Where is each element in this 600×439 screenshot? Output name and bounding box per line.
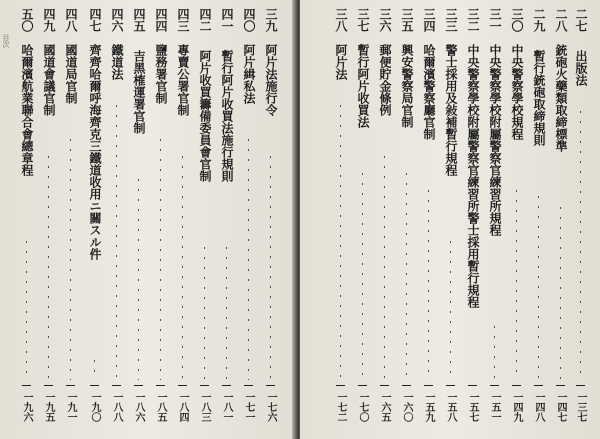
toc-entry — [332, 0, 349, 439]
toc-entry — [442, 0, 459, 439]
dot-leader — [538, 190, 539, 380]
toc-entry — [376, 0, 393, 439]
dot-leader — [26, 235, 27, 380]
entry-title: 暫行阿片收買法施行規則 — [220, 50, 234, 182]
entry-number: 三二 — [466, 8, 480, 32]
page-dash — [66, 385, 75, 386]
entry-number: 五〇 — [20, 8, 34, 32]
entry-number: 三四 — [422, 8, 436, 32]
entry-title: 吉黑榷運署官制 — [132, 50, 146, 134]
page-dash — [446, 385, 455, 386]
page-dash — [576, 385, 585, 386]
entry-title: 鹽務署官制 — [154, 44, 168, 104]
page-dash — [424, 385, 433, 386]
entry-number: 四九 — [42, 8, 56, 32]
entry-number: 三九 — [264, 8, 278, 32]
page-dash — [512, 385, 521, 386]
entry-number: 四八 — [64, 8, 78, 32]
entry-title: 銃砲火藥類取締標準 — [554, 44, 568, 152]
entry-title: 中央警察學校規程 — [510, 44, 524, 140]
dot-leader — [362, 167, 363, 380]
dot-leader — [384, 150, 385, 380]
dot-leader — [270, 150, 271, 380]
entry-title: 警士採用及敍補暫行規程 — [444, 44, 458, 176]
entry-page-number: 一七六 — [265, 392, 276, 422]
dot-leader — [494, 320, 495, 380]
toc-entry — [40, 0, 57, 439]
page-dash — [266, 385, 275, 386]
entry-page-number: 一七二 — [335, 392, 346, 422]
page-dash — [336, 385, 345, 386]
entry-page-number: 一五七 — [467, 392, 478, 422]
entry-page-number: 一九六 — [21, 392, 32, 422]
entry-page-number: 一三七 — [575, 392, 586, 422]
entry-number: 四六 — [110, 8, 124, 32]
dot-leader — [204, 241, 205, 380]
entry-title: 中央警察學校附屬警察官練習所規程 — [488, 44, 502, 236]
page-dash — [468, 385, 477, 386]
entry-number: 四七 — [88, 8, 102, 32]
dot-leader — [70, 133, 71, 380]
page-dash — [22, 385, 31, 386]
dot-leader — [428, 184, 429, 380]
entry-number: 三〇 — [510, 8, 524, 32]
page-dash — [134, 385, 143, 386]
entry-number: 四一 — [220, 8, 234, 32]
entry-number: 三五 — [400, 8, 414, 32]
dot-leader — [116, 99, 117, 380]
entry-title: 哈爾濱警察廳官制 — [422, 44, 436, 140]
page-dash — [402, 385, 411, 386]
entry-number: 三六 — [378, 8, 392, 32]
dot-leader — [450, 235, 451, 380]
entry-page-number: 一七〇 — [357, 392, 368, 422]
entry-page-number: 一八八 — [111, 392, 122, 422]
entry-page-number: 一四八 — [533, 392, 544, 422]
page-dash — [112, 385, 121, 386]
page-dash — [490, 385, 499, 386]
entry-page-number: 一四九 — [511, 392, 522, 422]
dot-leader — [406, 167, 407, 380]
right-page — [300, 0, 600, 439]
entry-title: 暫行銃砲取締規則 — [532, 50, 546, 146]
entry-page-number: 一九〇 — [89, 392, 100, 422]
dot-leader — [94, 354, 95, 380]
entry-title: 興安警察局官制 — [400, 44, 414, 128]
toc-entry — [218, 0, 235, 439]
toc-entry — [572, 0, 589, 439]
entry-title: 國道會議官制 — [42, 44, 56, 116]
entry-title: 阿片緝私法 — [242, 44, 256, 104]
page-dash — [178, 385, 187, 386]
toc-entry — [18, 0, 35, 439]
entry-title: 阿片收買籌備委員會官制 — [198, 50, 212, 182]
entry-title: 阿片法施行令 — [264, 44, 278, 116]
entry-number: 二八 — [554, 8, 568, 32]
toc-entry — [174, 0, 191, 439]
entry-page-number: 一四七 — [555, 392, 566, 422]
toc-entry — [486, 0, 503, 439]
entry-number: 三七 — [356, 8, 370, 32]
entry-number: 三八 — [334, 8, 348, 32]
entry-page-number: 一八五 — [155, 392, 166, 422]
toc-entry — [262, 0, 279, 439]
entry-page-number: 一六五 — [379, 392, 390, 422]
corner-mark: 目次 — [2, 34, 10, 48]
entry-number: 四三 — [176, 8, 190, 32]
entry-page-number: 一七一 — [243, 392, 254, 422]
toc-entry — [240, 0, 257, 439]
page-dash — [90, 385, 99, 386]
entry-title: 阿片法 — [334, 44, 348, 80]
entry-page-number: 一五八 — [445, 392, 456, 422]
dot-leader — [226, 241, 227, 380]
dot-leader — [560, 201, 561, 380]
page-dash — [380, 385, 389, 386]
toc-entry — [354, 0, 371, 439]
page-dash — [222, 385, 231, 386]
page-dash — [534, 385, 543, 386]
page-dash — [44, 385, 53, 386]
toc-entry — [108, 0, 125, 439]
entry-title: 出版法 — [574, 50, 588, 86]
entry-number: 二七 — [574, 8, 588, 32]
dot-leader — [138, 173, 139, 380]
dot-leader — [182, 150, 183, 380]
toc-entry — [398, 0, 415, 439]
entry-page-number: 一六〇 — [401, 392, 412, 422]
toc-entry — [552, 0, 569, 439]
entry-page-number: 一五九 — [423, 392, 434, 422]
toc-entry — [130, 0, 147, 439]
entry-number: 四二 — [198, 8, 212, 32]
dot-leader — [516, 184, 517, 380]
toc-entry — [420, 0, 437, 439]
entry-number: 四四 — [154, 8, 168, 32]
entry-title: 哈爾濱航業聯合會總章程 — [20, 44, 34, 176]
entry-number: 二九 — [532, 8, 546, 32]
entry-title: 郵便貯金條例 — [378, 44, 392, 116]
toc-entry — [152, 0, 169, 439]
page-dash — [244, 385, 253, 386]
entry-page-number: 一八六 — [133, 392, 144, 422]
toc-entry — [196, 0, 213, 439]
entry-title: 中央警察學校附屬警察官練習所警士採用暫行規程 — [466, 44, 480, 308]
toc-entry — [62, 0, 79, 439]
entry-page-number: 一八一 — [221, 392, 232, 422]
entry-number: 四五 — [132, 8, 146, 32]
entry-page-number: 一九五 — [43, 392, 54, 422]
page-dash — [556, 385, 565, 386]
page-dash — [156, 385, 165, 386]
dot-leader — [340, 99, 341, 380]
entry-number: 三三 — [444, 8, 458, 32]
page-dash — [200, 385, 209, 386]
toc-entry — [508, 0, 525, 439]
left-page — [0, 0, 296, 439]
entry-title: 暫行阿片收買法 — [356, 44, 370, 128]
entry-page-number: 一五一 — [489, 392, 500, 422]
entry-page-number: 一九一 — [65, 392, 76, 422]
entry-page-number: 一八三 — [199, 392, 210, 422]
entry-title: 鐵道法 — [110, 44, 124, 80]
entry-number: 四〇 — [242, 8, 256, 32]
toc-entry — [464, 0, 481, 439]
dot-leader — [48, 150, 49, 380]
entry-title: 齊齊哈爾呼海齊克三鐵道收用ニ關スル件 — [88, 44, 102, 260]
entry-title: 專賣公署官制 — [176, 44, 190, 116]
dot-leader — [160, 133, 161, 380]
entry-title: 國道局官制 — [64, 44, 78, 104]
toc-entry — [530, 0, 547, 439]
dot-leader — [580, 105, 581, 380]
entry-page-number: 一八四 — [177, 392, 188, 422]
entry-number: 三一 — [488, 8, 502, 32]
page-dash — [358, 385, 367, 386]
toc-entry — [86, 0, 103, 439]
dot-leader — [248, 133, 249, 380]
